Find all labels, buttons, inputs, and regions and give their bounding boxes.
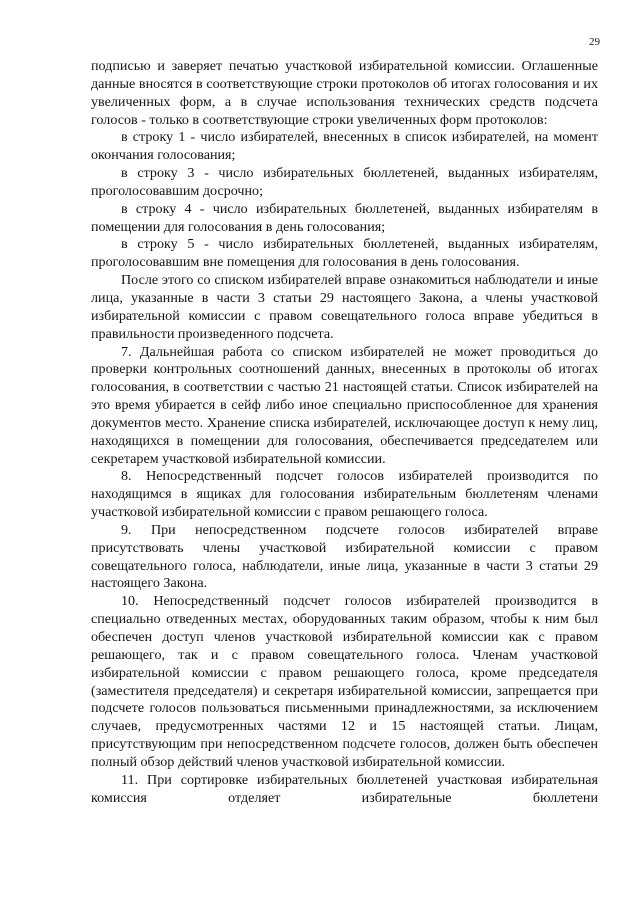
paragraph: в строку 4 - число избирательных бюллетеней, выданных избирателям в помещении для голосования в день голосования;: [91, 200, 598, 235]
paragraph: 8. Непосредственный подсчет голосов избирателей производится по находящимся в ящиках для голосования избирательным бюллетеням членами участковой избирательной комиссии с правом решающего голоса.: [91, 468, 598, 521]
paragraph: 11. При сортировке избирательных бюллетеней участковая избирательная комиссия отделяет избирательные бюллетени: [91, 771, 598, 806]
paragraph: в строку 5 - число избирательных бюллетеней, выданных избирателям, проголосовавшим вне помещения для голосования в день голосования.: [91, 236, 598, 271]
paragraph: 7. Дальнейшая работа со списком избирателей не может проводиться до проверки контрольных соотношений данных, внесенных в протоколы об итогах голосования, в соответствии с частью 21 настоящей статьи. Список избирателей на это время убирается в сейф либо иное специально приспособленное для хранения документов место. Хранение списка избирателей, исключающее доступ к нему лиц, находящихся в помещении для голосования, обеспечивается председателем или секретарем участковой избирательной комиссии.: [91, 343, 598, 467]
document-body: [91, 58, 598, 807]
paragraph: подписью и заверяет печатью участковой избирательной комиссии. Оглашенные данные вносятся в соответствующие строки протоколов об итогах голосования и их увеличенных форм, а в случае использования технических средств подсчета голосов - только в соответствующие строки увеличенных форм протоколов:: [91, 58, 598, 128]
paragraph: 9. При непосредственном подсчете голосов избирателей вправе присутствовать члены участковой избирательной комиссии с правом совещательного голоса, наблюдатели, иные лица, указанные в части 3 статьи 29 настоящего Закона.: [91, 521, 598, 592]
paragraph: 10. Непосредственный подсчет голосов избирателей производится в специально отведенных местах, оборудованных таким образом, чтобы к ним был обеспечен доступ членов участковой избирательной комиссии как с правом решающего, так и с правом совещательного голоса. Членам участковой избирательной комиссии с правом решающего голоса, кроме председателя (заместителя председателя) и секретаря избирательной комиссии, запрещается при подсчете голосов пользоваться письменными принадлежностями, за исключением случаев, предусмотренных частями 12 и 15 настоящей статьи. Лицам, присутствующим при непосредственном подсчете голосов, должен быть обеспечен полный обзор действий членов участковой избирательной комиссии.: [91, 593, 598, 770]
paragraph: в строку 1 - число избирателей, внесенных в список избирателей, на момент окончания голосования;: [91, 129, 598, 164]
paragraph: в строку 3 - число избирательных бюллетеней, выданных избирателям, проголосовавшим досрочно;: [91, 165, 598, 199]
paragraph: После этого со списком избирателей вправе ознакомиться наблюдатели и иные лица, указанные в части 3 статьи 29 настоящего Закона, а члены участковой избирательной комиссии с правом совещательного голоса вправе убедиться в правильности произведенного подсчета.: [91, 272, 598, 342]
page-number: 29: [589, 36, 600, 48]
